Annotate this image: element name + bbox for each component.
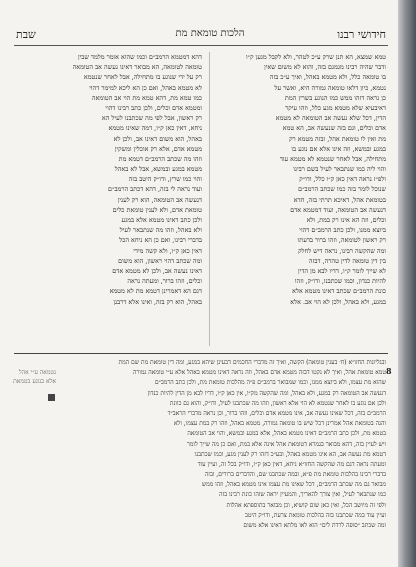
text-line: דאינו נעשה אב, ולכן לא מטמא אדם [112,266,202,275]
text-line: מת ואין לו טומאת אהל, ובזה מטמא רק [289,134,386,143]
text-line: במגע, ולא באהל, ולכן לא הוי אב. אלא [290,297,386,306]
book-gutter [398,0,416,567]
main-text-column-right [216,52,386,350]
text-line: הדין, דכל שלא נעשה אב הטומאה לא מטמא [275,114,386,123]
text-line: טומאת אדם, ולא לענין טומאת כלים [112,205,202,214]
text-line: רק ראשון לטומאה, וזהו ברור בדעתו [297,236,386,245]
text-line: ניחא, דאין כאן ק״ו, דמה שאינו מטמא [108,124,202,133]
header-book-title [268,28,386,41]
text-line: דגם הא דאמרינן דטמא מת לא מטמא [109,287,202,296]
footnote-line: ולפי זה מיושב הכל, ואין כאן שום קושיא, וכן מבואר בתוספתא אהלות [226,501,386,509]
text-line: ולא באהל, וזהו מה שנתבאר לעיל [119,226,202,235]
text-line: אדם וכלים, וגם בזה שנעשה אב, הא טמא [282,124,386,133]
text-line: להיות כנדון, וכמו שכתבנו, ודו״ק, וזהו [294,277,386,286]
text-line: בו טומאה כלל, ולא מטמא באהל, ואיך ע״כ בזה [269,73,386,82]
footnote-line: ובגליונות החזו״א (ח׳ בענין טומאה) הקשה, ואיך זה מדברי החכמים דבעינן שיהא במגע, ומה דין טומאת מת שם המת [118,359,386,366]
text-line: דנעשה אב הטומאה, הוא רק לענין [117,195,202,204]
text-line: באהל, הוא משום דאינו אב, ולכן לא [113,134,202,143]
footnote-line: בדברי רבינו בהלכות טומאת מת פ״א, ובמה שכתבנו שם, והדברים ברורים, ובזה [204,471,386,479]
header-rule [14,45,388,46]
footnote-line: ולכן אם נוגע בו לאחר שנטמא לא הוי אלא ראשון, וזהו מה שכתבנו לעיל, ודו״ק, והוא גם כוונת [169,399,386,407]
text-line: וכלים, וזהו ברור, ומעתה נראה [127,277,202,286]
text-line: דאיבעיא שלא מטמא מגע כלל, וזהו עיקר [285,103,386,112]
margin-note [4,368,56,386]
text-line: טמא שמצא, הא תנן שרק ע״כ לטהר, ולא לקבל מגען ק״ו [246,53,386,61]
text-line: דהא דמטמא הרמב״ם וכמו שהוא אומר מלמד שבין [77,53,202,61]
footnote-line: הרמב״ם בזה, דכל שאינו נעשה אב, אינו מטמא אדם וכלים, וזהו ברור, וכן נראה מדברי הראב״ד [167,409,386,417]
footnote-line: מבואר גם מה שכתב הרמב״ם, דכל שאינו מת עצמו אינו מטמא באהל, וזהו ממש [201,481,386,489]
text-line: דאין כאן ק״ו, ולא קשה מידי [133,246,202,255]
footnote-text [58,358,386,558]
text-line: ולכן כתב דאינו מטמא אלא במגע [121,216,202,224]
margin-note-line: אלא בנוגע בטמאת [13,378,56,385]
footnote-line: שהוא מת עצמו, ולא ביוצא ממנו, וכמו שמבואר ברמב״ם פ״ה מהלכות טומאת מת, ולכן כתב הרמב״ם [154,379,386,387]
text-line: וזהו מה שכתב הרמב״ם דטמא מת [118,154,202,163]
text-line: בין דין טומאה לדין טהרה, דבזה [308,256,386,265]
footnote-line: ועיין עוד במה שכתבנו בזה בהלכות טומאת צרעת, ודו״ק היטב [244,511,386,519]
text-line: לא שייך לומר ק״ו, דדיו לבא מן הדין [298,266,386,275]
footnote-line: דנעשה אב הטומאה רק במגע, ולא באהל, ומה שהקשה מק״ו, אין כאן ק״ו, דדיו לבא מן הדין להיות כנדון [147,389,386,397]
text-line: כונת הרמב״ם שכתב דאינו מטמא אלא [292,287,386,296]
text-line: ביוצא ממנו, ולכן כתב הרמב״ם דהוי [299,226,386,235]
text-line: נטמא, כיון דלאו טומאה גמורה היא, ואשר על [274,83,386,92]
text-line: במגע ובמשא, וזה אינו אלא אם נוגע בו [291,144,386,153]
text-line: ומה שכתב דהוי ראשון, הוא משום [118,256,202,265]
footnote-line: כמו שנתבאר לעיל, ואין צורך להאריך, והמעיין יראה שזהו כונת רבינו בזה [219,491,386,499]
footnote-line: בטמא מת, ולכן כתב הרמב״ם דאינו מטמא באהל, אלא במגע ובמשא, והוי אב הטומאה [187,430,386,438]
footnote-line: ומה שכתב ״סופה לרדת לים״ הוא לאו מלתא דאינו אלא משום [243,522,386,529]
text-line: בדברי רבינו, ואם כן הא ניחא הכל [119,236,202,245]
text-line: כמו טמא מת, דהא טמא מת הוי אב הטומאה [91,93,202,102]
text-line: ודבר שהיה רבינו מגמגם בזה, והוא לא משום שאין [264,63,386,72]
text-line: באהל, הוא רק בזה, ואינו אלא דרבנן [113,297,202,306]
text-line: רק על ידי שנוגע בו מתחילה, אבל לאחר שנטמא [83,73,202,82]
text-line: דנעשה אב הטומאה, ועוד דמטמא אדם [290,205,386,214]
text-line: וכלים, וזה הא אינו רק במת, ולא [306,216,386,224]
text-line: מתחילה, אבל לאחר שנטמא לא מטמא עוד [279,154,386,163]
text-line: ולפ״ז נראה דאין כאן ק״ו כלל, ודו״ק [299,175,386,184]
margin-bullet-icon [48,394,55,401]
text-line: לא מטמא באהל, ואם כן הא ליכא למימר דהוי [89,83,202,92]
header-book-title-main: חידושי רבנו [337,28,386,41]
footnote-line: ומעתה נראה דגם מה שהקשה החזו״א ניחא, דאין כאן ק״ו, ודו״ק בכל זה, ועיין עוד [197,460,386,468]
text-line: ועוד נראה לי בזה, דהא דכתב הרמב״ם [108,185,202,194]
footnote-line: טמא טומאת אהל, ואיך לא נקטו דבזה מטמא אדם באהל, וזה נראה דאינו מטמא באהל אלא ע״י טומאה גמורה [132,369,386,377]
footnote-line: והנה בטומאת אהל אמרינן דכל שיש בו טומאה גמורה, מטמא באהל, וזהו רק במת עצמו, ולא [173,420,386,428]
footnote-rule [14,353,388,354]
text-line: והוי ליה כמו שנתבאר לעיל בשם רבינו [293,165,386,174]
text-line: ומה שהקשה רבינו, נראה דיש לחלק [298,246,386,255]
column-separator [209,52,210,346]
text-line: רק ראשון, אבל לפי מה שכתבנו לעיל הא [101,114,202,123]
text-line: מטמא במגע ובמשא, אבל לא באהל [114,165,202,174]
text-line: ומטמא אדם וכלים, ולכן כתב רבינו דהוי [105,103,202,112]
text-line: כן נראה דזהו ממש כמו הנוגע בשרץ המת [284,93,386,102]
text-line: והוי כמו שרץ, ודו״ק היטב בזה [128,175,202,184]
header-section-name: שבת [16,28,36,41]
text-line: בטומאת אהל, דאיכא תרתי בזה, חדא [293,195,386,204]
main-text-column-left [22,52,202,350]
header-chapter-title: הלכות טומאת מת [175,28,245,39]
text-line: שנוכל לומר בזה כמו שכתב הרמב״ם [298,185,386,194]
footnote-line: דטמא מת נעשה אב, הא אינו מטמא באהל, ובע״כ דזהו רק לענין מגע, וכמו שכתבנו [194,450,386,458]
footnote-number: 8 [386,366,392,376]
footnote-line: ויש לעיין בזה, דהא מבואר בגמרא דטומאת אהל אינה אלא במת, ואם כן מה שייך לומר [186,440,386,448]
text-line: מטמא אדם, אלא רק אוכלין ומשקין [114,144,202,153]
margin-note-line: נטמאה ע״י אהל [18,369,56,376]
text-line: טומאה לטומאה, הא מבואר דאינו נעשה אב הטומאה [72,63,202,72]
